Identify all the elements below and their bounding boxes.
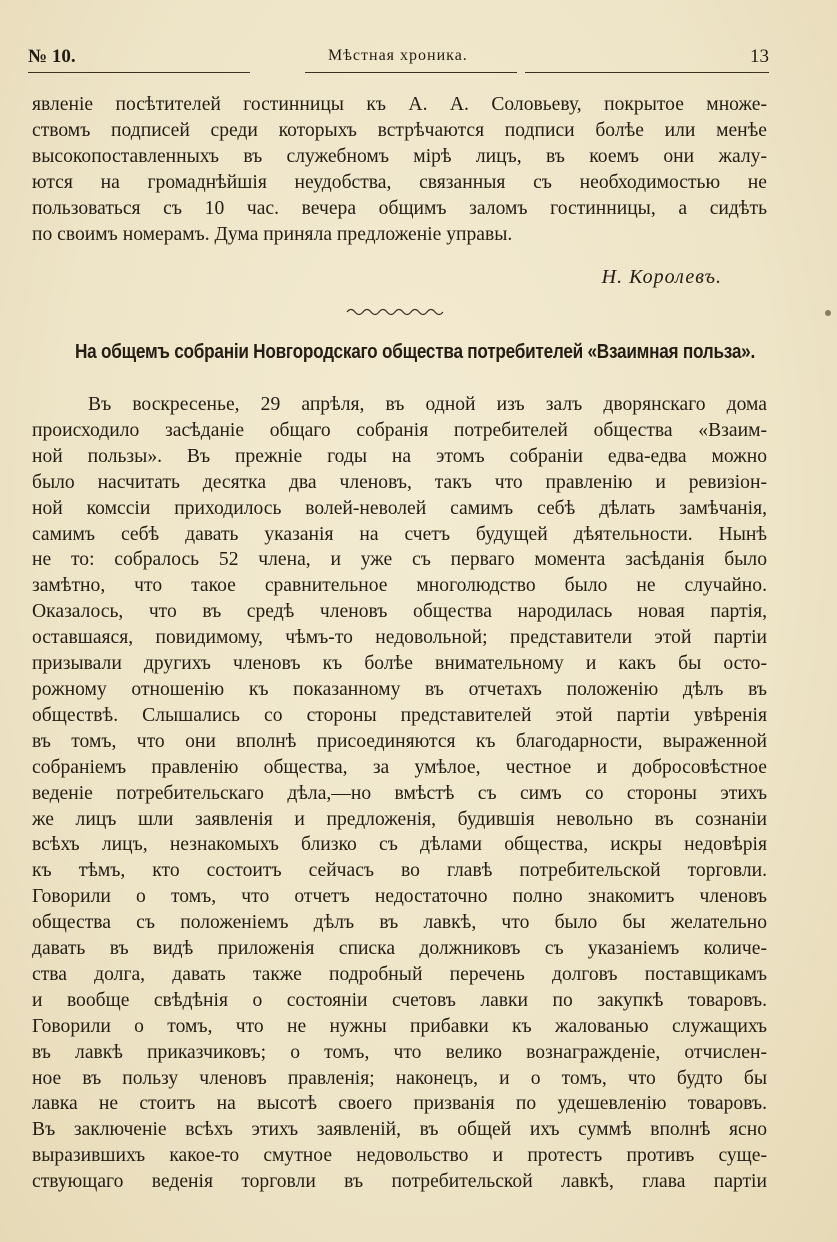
text-line: Въ заключеніе всѣхъ этихъ заявленій, въ общей ихъ суммѣ вполнѣ ясно <box>32 1119 767 1141</box>
text-line: было насчитать десятка два членовъ, такъ что правленію и ревизіон- <box>32 471 767 493</box>
article-body <box>32 392 767 1195</box>
header-rule-right <box>525 72 769 73</box>
text-line: явленіе посѣтителей гостинницы къ А. А. Соловьеву, покрытое множе- <box>32 94 767 115</box>
paper-speck <box>825 310 831 316</box>
text-line: Въ воскресенье, 29 апрѣля, въ одной изъ залъ дворянскаго дома <box>88 394 767 415</box>
text-line: къ тѣмъ, кто состоитъ сейчасъ во главѣ потребительской торговли. <box>32 860 767 882</box>
text-line: замѣтно, что такое сравнительное многолюдство было не случайно. <box>32 575 767 597</box>
text-line: самимъ себѣ давать указанія на счетъ будущей дѣятельности. Нынѣ <box>32 523 767 545</box>
text-line: не то: собралось 52 члена, и уже съ перваго момента засѣданія было <box>32 549 767 571</box>
header-rule-center <box>305 72 517 73</box>
text-line: ются на громаднѣйшія неудобства, связанныя съ необходимостью не <box>32 171 767 193</box>
divider-ornament <box>345 306 445 318</box>
text-line: всѣхъ лицъ, незнакомыхъ близко съ дѣлами общества, искры недовѣрія <box>32 834 767 856</box>
section-title: Мѣстная хроника. <box>328 47 468 64</box>
text-line: же лицъ шли заявленія и предложенія, будившія невольно въ сознаніи <box>32 808 767 830</box>
text-line: ства долга, давать также подробный перечень долговъ поставщикамъ <box>32 963 767 985</box>
text-line: высокопоставленныхъ въ служебномъ мірѣ лицъ, въ коемъ они жалу- <box>32 145 767 167</box>
text-line: происходило засѣданіе общаго собранія потребителей общества «Взаим- <box>32 419 767 441</box>
text-line: веденіе потребительскаго дѣла,—но вмѣстѣ съ симъ со стороны этихъ <box>32 782 767 804</box>
text-line: обществѣ. Слышались со стороны представителей этой партіи увѣренія <box>32 704 767 726</box>
text-line: собраніемъ правленію общества, за умѣлое, честное и добросовѣстное <box>32 756 767 778</box>
text-line: давать въ видѣ приложенія списка должниковъ съ указаніемъ количе- <box>32 938 767 960</box>
running-head <box>28 46 769 72</box>
text-line: ное въ пользу членовъ правленія; наконецъ, и о томъ, что будто бы <box>32 1067 767 1089</box>
issue-number: № 10. <box>28 46 76 67</box>
text-line: оставшаяся, повидимому, чѣмъ-то недовольной; представители этой партіи <box>32 627 767 649</box>
text-line: пользоваться съ 10 час. вечера общимъ заломъ гостинницы, а сидѣть <box>32 197 767 219</box>
text-line: по своимъ номерамъ. Дума приняла предложеніе управы. <box>32 223 513 245</box>
text-line: ной пользы». Въ прежніе годы на этомъ собраніи едва-едва можно <box>32 445 767 467</box>
text-line: въ лавкѣ приказчиковъ; о томъ, что велико вознагражденіе, отчислен- <box>32 1041 767 1063</box>
text-line: общества съ положеніемъ дѣлъ въ лавкѣ, что было бы желательно <box>32 912 767 934</box>
text-line: ной комссіи приходилось волей-неволей самимъ себѣ дѣлать замѣчанія, <box>32 497 767 519</box>
text-line: ствомъ подписей среди которыхъ встрѣчаются подписи болѣе или менѣе <box>32 119 767 141</box>
text-line: призывали другихъ членовъ къ болѣе внимательному и какъ бы осто- <box>32 653 767 675</box>
text-line: Говорили о томъ, что отчетъ недостаточно полно знакомитъ членовъ <box>32 886 767 908</box>
text-line: Оказалось, что въ средѣ членовъ общества народилась новая партія, <box>32 601 767 623</box>
article-heading: На общемъ собраніи Новгородскаго общества потребителей «Взаимная польза». <box>75 341 755 363</box>
text-line: въ томъ, что они вполнѣ присоединяются къ благодарности, выраженной <box>32 730 767 752</box>
text-line: ствующаго веденія торговли въ потребительской лавкѣ, глава партіи <box>32 1171 767 1193</box>
text-line: Говорили о томъ, что не нужны прибавки къ жалованью служащихъ <box>32 1015 767 1037</box>
text-line: и вообще свѣдѣнія о состояніи счетовъ лавки по закупкѣ товаровъ. <box>32 989 767 1011</box>
text-line: лавка не стоитъ на высотѣ своего призванія по удешевленію товаровъ. <box>32 1093 767 1115</box>
page-number: 13 <box>750 46 769 67</box>
text-line: выразившихъ какое-то смутное недовольство и протестъ противъ суще- <box>32 1145 767 1167</box>
intro-paragraph <box>32 92 767 247</box>
text-line: рожному отношенію къ показанному въ отчетахъ положенію дѣлъ въ <box>32 678 767 700</box>
header-rule-left <box>28 72 250 73</box>
author-signature: Н. Королевъ. <box>601 266 722 288</box>
